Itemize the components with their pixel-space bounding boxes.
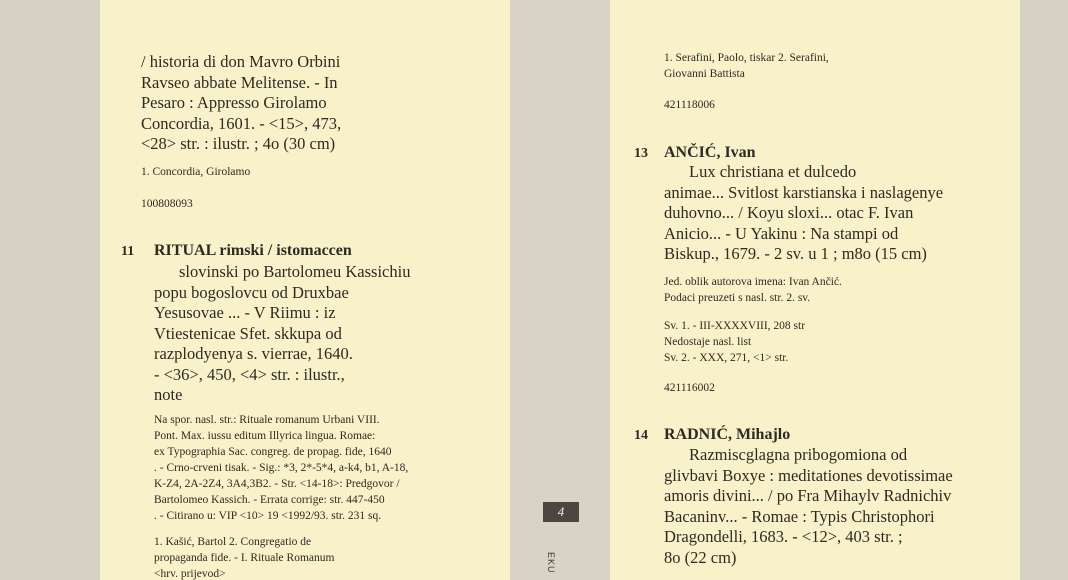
text-line: 1. Kašić, Bartol 2. Congregatio de [154,536,312,548]
book-spine [510,0,610,580]
entry-11-notes [154,412,408,524]
text-line: Sv. 1. - III-XXXXVIII, 208 str [664,320,806,332]
text-line: / historia di don Mavro Orbini [141,52,341,71]
left-page [100,0,510,580]
entry-14-title [664,466,953,569]
entry-14-heading: RADNIĆ, Mihajlo [664,426,791,443]
text-line: Lux christiana et dulcedo [689,162,857,181]
text-line: K-Z4, 2A-2Z4, 3A4,3B2. - Str. <14-18>: Predgovor / [154,478,400,490]
entry-13-notes [664,274,842,306]
entry-11-number: 11 [121,244,135,259]
text-line: Bartolomeo Kassich. - Errata corrige: str. 447-450 [154,494,385,506]
text-line: Nedostaje nasl. list [664,336,752,348]
right-page [610,0,1020,580]
entry-10-added-entries: 1. Concordia, Girolamo [141,166,251,178]
entry-13-number: 13 [634,146,648,161]
entry-10-id: 100808093 [141,198,193,210]
text-line: Sv. 2. - XXX, 271, <1> str. [664,352,789,364]
entry-13-title-first [689,162,856,183]
running-head: EKU [546,552,556,574]
text-line: amoris divini... / po Fra Mihaylv Radnichiv [664,486,952,505]
text-line: Bacaninv... - Romae : Typis Christophori [664,506,935,526]
text-line: note [154,385,183,404]
entry-11-heading: RITUAL rimski / istomaccen [154,242,352,259]
page-number-badge: 4 [543,502,579,522]
text-line: Concordia, 1601. - <15>, 473, [141,113,342,133]
entry-13-title [664,183,943,265]
text-line: Jed. oblik autorova imena: Ivan Ančić. [664,276,842,288]
text-line: Pont. Max. iussu editum Illyrica lingua. Romae: [154,430,376,442]
text-line: duhovno... / Koyu sloxi... otac F. Ivan [664,203,914,222]
entry-14-title-first [689,445,907,466]
text-line: . - Citirano u: VIP <10> 19 <1992/93. str. 231 sq. [154,510,382,522]
text-line: <hrv. prijevod> [154,568,226,580]
entry-13-volumes [664,318,805,366]
text-line: razplodyenya s. vierrae, 1640. [154,344,353,363]
left-scan-margin [0,0,100,580]
text-line: Anicio... - U Yakinu : Na stampi od [664,223,899,243]
right-scan-margin [1020,0,1068,580]
entry-14-number: 14 [634,428,648,443]
text-line: 1. Serafini, Paolo, tiskar 2. Serafini, [664,52,829,64]
entry-11-added-entries [154,534,334,580]
text-line: Giovanni Battista [664,68,745,80]
entry-12-id: 421118006 [664,99,715,111]
entry-11-title-first [179,262,410,283]
text-line: Na spor. nasl. str.: Rituale romanum Urbani VIII. [154,414,380,426]
text-line: popu bogoslovcu od Druxbae [154,282,349,302]
text-line: Vtiestenicae Sfet. skkupa od [154,323,342,343]
text-line: Ravseo abbate Melitense. - In [141,72,338,92]
entry-13-heading: ANČIĆ, Ivan [664,144,756,161]
text-line: 8o (22 cm) [664,547,737,567]
entry-13-id: 421116002 [664,382,715,394]
text-line: - <36>, 450, <4> str. : ilustr., [154,364,345,384]
entry-12-added-entries [664,50,829,82]
text-line: Dragondelli, 1683. - <12>, 403 str. ; [664,527,903,546]
text-line: propaganda fide. - I. Rituale Romanum [154,552,335,564]
text-line: <28> str. : ilustr. ; 4o (30 cm) [141,134,336,153]
entry-10-title [141,52,341,155]
text-line: glivbavi Boxye : meditationes devotissimae [664,465,953,485]
text-line: Biskup., 1679. - 2 sv. u 1 ; m8o (15 cm) [664,244,927,263]
text-line: Razmiscglagna pribogomiona od [689,445,908,464]
text-line: animae... Svitlost karstianska i naslagenye [664,182,944,202]
text-line: Podaci preuzeti s nasl. str. 2. sv. [664,292,811,304]
text-line: ex Typographia Sac. congreg. de propag. fide, 1640 [154,446,392,458]
text-line: Pesaro : Appresso Girolamo [141,93,327,112]
text-line: slovinski po Bartolomeu Kassichiu [179,262,411,281]
text-line: Yesusovae ... - V Riimu : iz [154,303,336,322]
text-line: . - Crno-crveni tisak. - Sig.: *3, 2*-5*4, a-k4, b1, A-18, [154,462,409,474]
entry-11-title [154,283,353,406]
